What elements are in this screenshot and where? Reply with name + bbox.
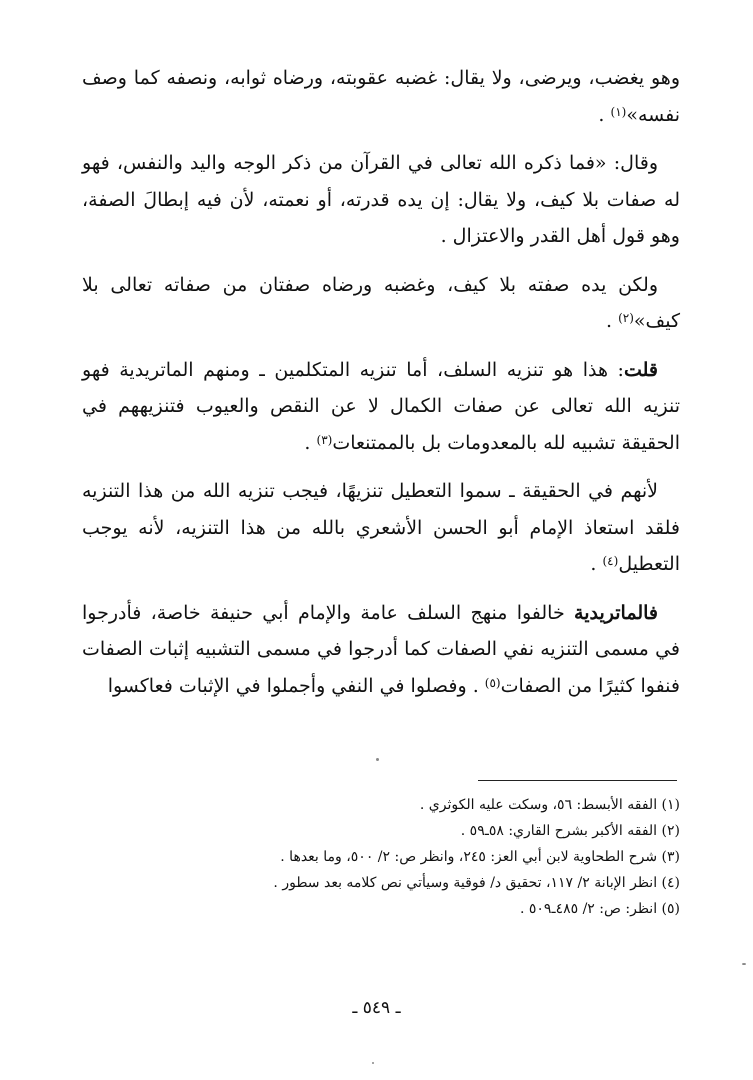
paragraph-tail: . <box>598 103 611 126</box>
footnote-separator <box>478 780 677 781</box>
paragraph-text: ولكن يده صفته بلا كيف، وغضبه ورضاه صفتان من صفاته تعالى بلا كيف» <box>82 273 680 332</box>
paragraph-2 <box>82 145 680 255</box>
paragraph-tail: . <box>606 310 619 332</box>
scan-speck <box>742 963 746 965</box>
paragraph-tail: . وفصلوا في النفي وأجملوا في الإثبات فعاكسوا <box>107 674 485 697</box>
footnote-ref-4: (٤) <box>602 554 619 568</box>
paragraph-4 <box>82 352 680 462</box>
paragraph-lead: قلت <box>623 358 658 381</box>
footnote-ref-1: (١) <box>610 104 627 119</box>
page-number: ـ ٥٤٩ ـ <box>352 998 401 1018</box>
footnote-2: (٢) الفقه الأكبر بشرح القاري: ٥٨ـ٥٩ . <box>460 823 680 839</box>
footnote-5: (٥) انظر: ص: ٢/ ٤٨٥ـ٥٠٩ . <box>519 901 680 917</box>
scan-speck <box>376 758 379 761</box>
paragraph-5 <box>82 473 680 583</box>
footnote-3: (٣) شرح الطحاوية لابن أبي العز: ٢٤٥، وانظر ص: ٢/ ٥٠٠، وما بعدها . <box>280 849 680 865</box>
paragraph-3 <box>82 267 680 340</box>
main-text <box>82 60 680 716</box>
paragraph-lead: فالماتريدية <box>574 601 658 624</box>
paragraph-text: وقال: «فما ذكره الله تعالى في القرآن من ذكر الوجه واليد والنفس، فهو له صفات بلا كيف، ولا يقال: إن يده قدرته، أو نعمته، لأن فيه إبطالَ الصفة، وهو قول أهل القدر والاعتزال . <box>82 152 680 247</box>
footnotes <box>82 792 680 922</box>
footnote-1: (١) الفقه الأبسط: ٥٦، وسكت عليه الكوثري . <box>419 797 680 813</box>
paragraph-1 <box>82 60 680 133</box>
paragraph-text: خالفوا منهج السلف عامة والإمام أبي حنيفة خاصة، فأدرجوا في مسمى التنزيه نفي الصفات كما أدرجوا في مسمى التشبيه إثبات الصفات فنفوا كثيرًا من الصفات <box>82 601 680 697</box>
paragraph-tail: . <box>590 553 603 575</box>
footnote-ref-2: (٢) <box>618 311 634 325</box>
paragraph-text: : هذا هو تنزيه السلف، أما تنزيه المتكلمين ـ ومنهم الماتريدية فهو تنزيه الله تعالى عن صفات الكمال لا عن النقص والعيوب فتنزيههم في الحقيقة تشبيه لله بالمعدومات بل بالممتنعات <box>82 358 680 454</box>
paragraph-text: وهو يغضب، ويرضى، ولا يقال: غضبه عقوبته، ورضاه ثوابه، ونصفه كما وصف نفسه» <box>82 67 680 126</box>
paragraph-text: لأنهم في الحقيقة ـ سموا التعطيل تنزيهًا، فيجب تنزيه الله من هذا التنزيه فلقد استعاذ الإمام أبو الحسن الأشعري بالله من هذا التنزيه، لأنه يوجب التعطيل <box>82 480 680 575</box>
paragraph-6 <box>82 595 680 705</box>
footnote-ref-5: (٥) <box>484 675 501 690</box>
footnote-4: (٤) انظر الإبانة ٢/ ١١٧، تحقيق د/ فوقية وسيأتي نص كلامه بعد سطور . <box>273 875 680 891</box>
scan-speck <box>372 1062 374 1064</box>
paragraph-tail: . <box>304 431 317 454</box>
footnote-ref-3: (٣) <box>316 432 333 447</box>
